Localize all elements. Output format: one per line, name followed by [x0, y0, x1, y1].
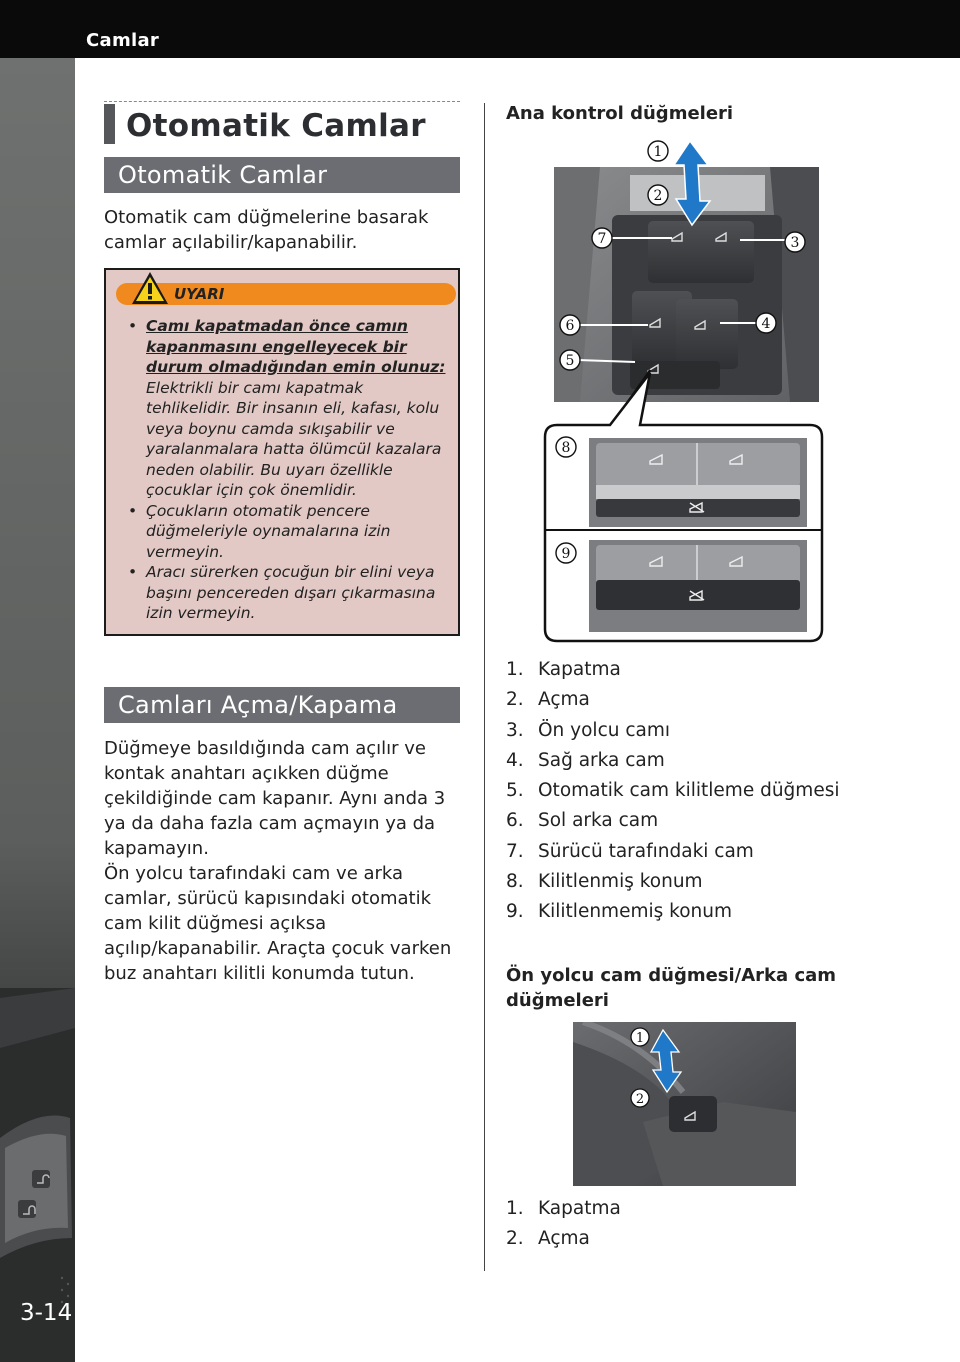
- main-heading: [104, 101, 460, 147]
- warning-title: UYARI: [174, 285, 225, 303]
- section-heading-text: Camları Açma/Kapama: [118, 691, 398, 719]
- svg-text:9: 9: [561, 546, 571, 562]
- front-passenger-window-button: [694, 221, 754, 283]
- main-switch-figure: [540, 135, 840, 645]
- main-controls-list: [506, 655, 926, 928]
- left-sidebar: [0, 58, 75, 1362]
- callout-2: [648, 185, 668, 205]
- svg-text:4: 4: [761, 316, 771, 332]
- svg-text:6: 6: [565, 318, 575, 334]
- svg-text:1: 1: [653, 144, 663, 160]
- callout-1: [631, 1028, 649, 1046]
- section-heading-text: Otomatik Camlar: [118, 161, 328, 189]
- passenger-switch-figure: [573, 1022, 796, 1186]
- passenger-switch-list: [506, 1194, 926, 1255]
- warning-emphasis: Camı kapatmadan önce camın kapanmasını engelleyecek bir durum olmadığından emin olunuz:: [146, 317, 446, 376]
- warning-item: [128, 316, 448, 501]
- page-number: 3-14: [20, 1300, 73, 1326]
- list-item: 8. Kilitlenmiş konum: [506, 871, 703, 893]
- list-item: 2. Açma: [506, 1228, 590, 1250]
- paragraph: Ön yolcu tarafındaki cam ve arka camlar, sürücü kapısındaki otomatik cam kilit düğmesi açıksa açılıp/kapanabilir. Araçta çocuk varken buz anahtarı kilitli konumda tutun.: [104, 863, 452, 984]
- list-item: 5. Otomatik cam kilitleme düğmesi: [506, 780, 840, 802]
- warning-triangle-icon: [130, 270, 170, 306]
- svg-text:1: 1: [635, 1031, 645, 1046]
- heading-bar: [104, 104, 115, 144]
- callout-9: [556, 543, 576, 563]
- list-item: 1. Kapatma: [506, 659, 621, 680]
- warning-text: Elektrikli bir camı kapatmak tehlikelidir. Bir insanın eli, kafası, kolu veya boynu camda sıkışabilir ve yaralanmalara hatta ölümcül kazalara neden olabilir. Bu uyarı özellikle çocuklar için çok önemlidir.: [146, 378, 442, 499]
- list-item: 1. Kapatma: [506, 1198, 621, 1219]
- list-item: 9. Kilitlenmemiş konum: [506, 901, 732, 923]
- list-item: 7. Sürücü tarafındaki cam: [506, 840, 754, 862]
- rear-right-window-button: [676, 299, 738, 369]
- passenger-switch-heading: Ön yolcu cam düğmesi/Arka cam düğmeleri: [506, 965, 837, 1011]
- list-item: 2. Açma: [506, 689, 590, 711]
- page-header: [0, 0, 960, 58]
- callout-4: [756, 313, 776, 333]
- main-heading-text: Otomatik Camlar: [126, 108, 426, 144]
- list-item: 3. Ön yolcu camı: [506, 719, 671, 741]
- paragraph: Düğmeye basıldığında cam açılır ve kontak anahtarı açıkken düğme çekildiğinde cam kapanır. Aynı anda 3 ya da daha fazla cam açmayın ya da kapamayın.: [104, 738, 446, 859]
- svg-text:5: 5: [565, 353, 575, 369]
- svg-text:2: 2: [635, 1092, 645, 1107]
- svg-text:8: 8: [561, 440, 571, 456]
- section-heading-automatic-windows: [104, 157, 460, 193]
- warning-text: Çocukların otomatik pencere düğmeleriyle oynamalarına izin vermeyin.: [146, 501, 391, 561]
- warning-box: [104, 268, 460, 636]
- warning-banner: [116, 283, 456, 305]
- callout-8: [556, 437, 576, 457]
- warning-item: [128, 562, 448, 624]
- callout-7: [592, 228, 612, 248]
- section-heading-open-close: [104, 687, 460, 723]
- section1-body: Otomatik cam düğmelerine basarak camlar açılabilir/kapanabilir.: [104, 207, 429, 253]
- list-item: 4. Sağ arka cam: [506, 749, 665, 771]
- chapter-title: Camlar: [86, 30, 160, 51]
- column-divider: [484, 103, 485, 1271]
- svg-text:2: 2: [653, 188, 663, 204]
- svg-text:7: 7: [597, 231, 607, 247]
- list-item: 6. Sol arka cam: [506, 810, 659, 832]
- callout-3: [785, 232, 805, 252]
- callout-1: [648, 141, 668, 161]
- section2-body: [104, 736, 460, 986]
- callout-6: [560, 315, 580, 335]
- main-controls-heading: Ana kontrol düğmeleri: [506, 103, 734, 124]
- callout-2: [631, 1089, 649, 1107]
- warning-list: [128, 316, 448, 624]
- svg-text:3: 3: [790, 235, 800, 251]
- callout-5: [560, 350, 580, 370]
- warning-text: Aracı sürerken çocuğun bir elini veya başını pencereden dışarı çıkarmasına izin vermeyin.: [146, 563, 436, 622]
- warning-item: [128, 501, 448, 563]
